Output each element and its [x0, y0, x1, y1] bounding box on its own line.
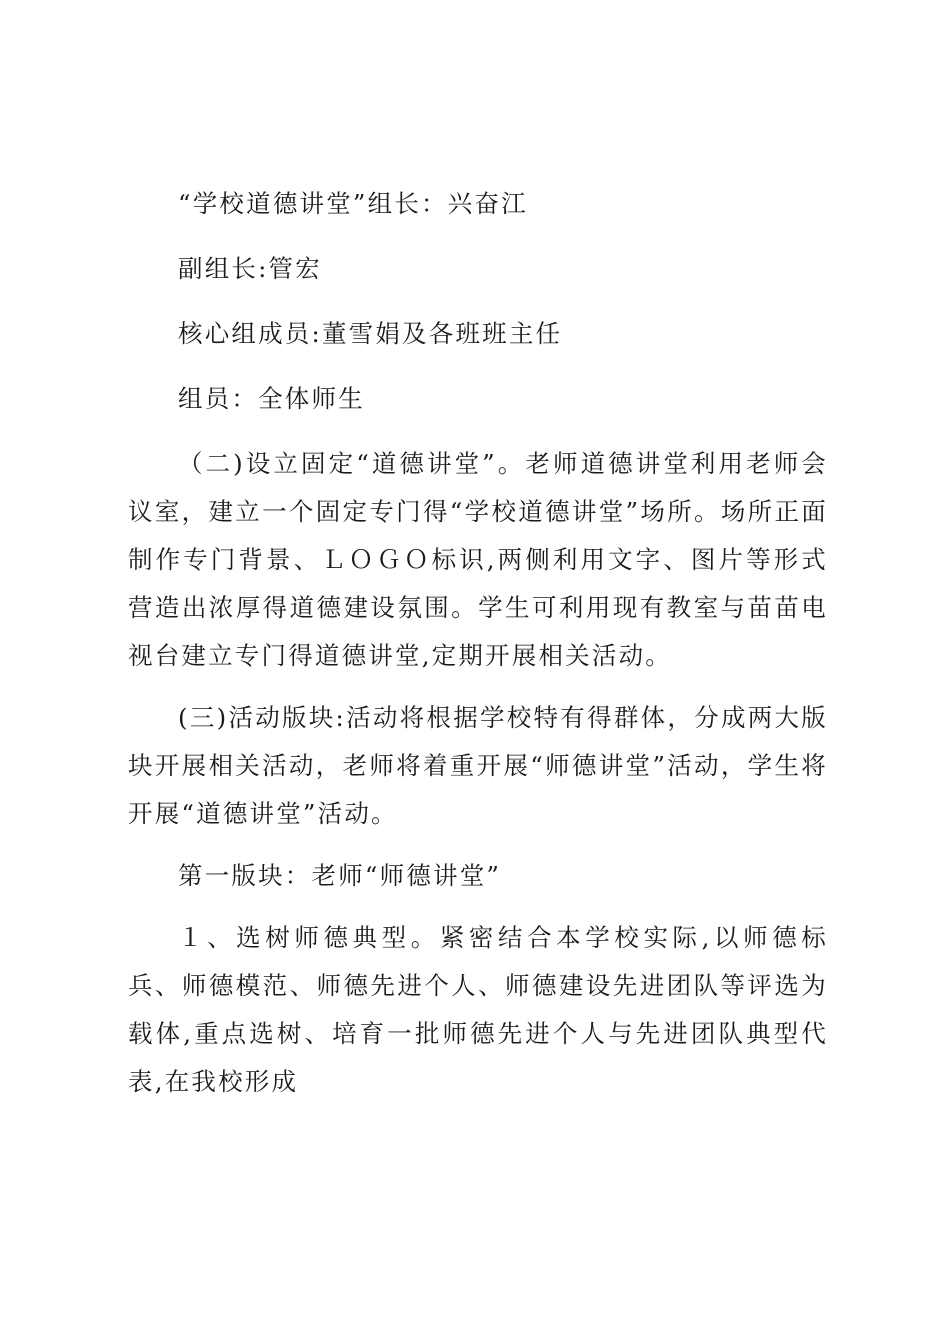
- paragraph-members: 组员：全体师生: [178, 384, 365, 413]
- paragraph-core-members: 核心组成员:董雪娟及各班班主任: [178, 319, 563, 348]
- paragraph-block-one-heading: 第一版块：老师“师德讲堂”: [178, 861, 502, 890]
- paragraph-item-one: １、选树师德典型。紧密结合本学校实际,以师德标兵、师德模范、师德先进个人、师德建设先进团队等评选为载体,重点选树、培育一批师德先进个人与先进团队典型代表,在我校形成: [128, 923, 828, 1096]
- document-body: [128, 180, 828, 1106]
- paragraph-leader: “学校道德讲堂”组长：兴奋江: [178, 189, 528, 218]
- paragraph-section-two: （二)设立固定“道德讲堂”。老师道德讲堂利用老师会议室，建立一个固定专门得“学校道德讲堂”场所。场所正面制作专门背景、ＬＯＧＯ标识,两侧利用文字、图片等形式营造出浓厚得道德建设氛围。学生可利用现有教室与苗苗电视台建立专门得道德讲堂,定期开展相关活动。: [128, 449, 828, 670]
- paragraph-section-three: (三)活动版块:活动将根据学校特有得群体，分成两大版块开展相关活动，老师将着重开展“师德讲堂”活动，学生将开展“道德讲堂”活动。: [128, 703, 828, 828]
- paragraph-deputy-leader: 副组长:管宏: [178, 254, 322, 283]
